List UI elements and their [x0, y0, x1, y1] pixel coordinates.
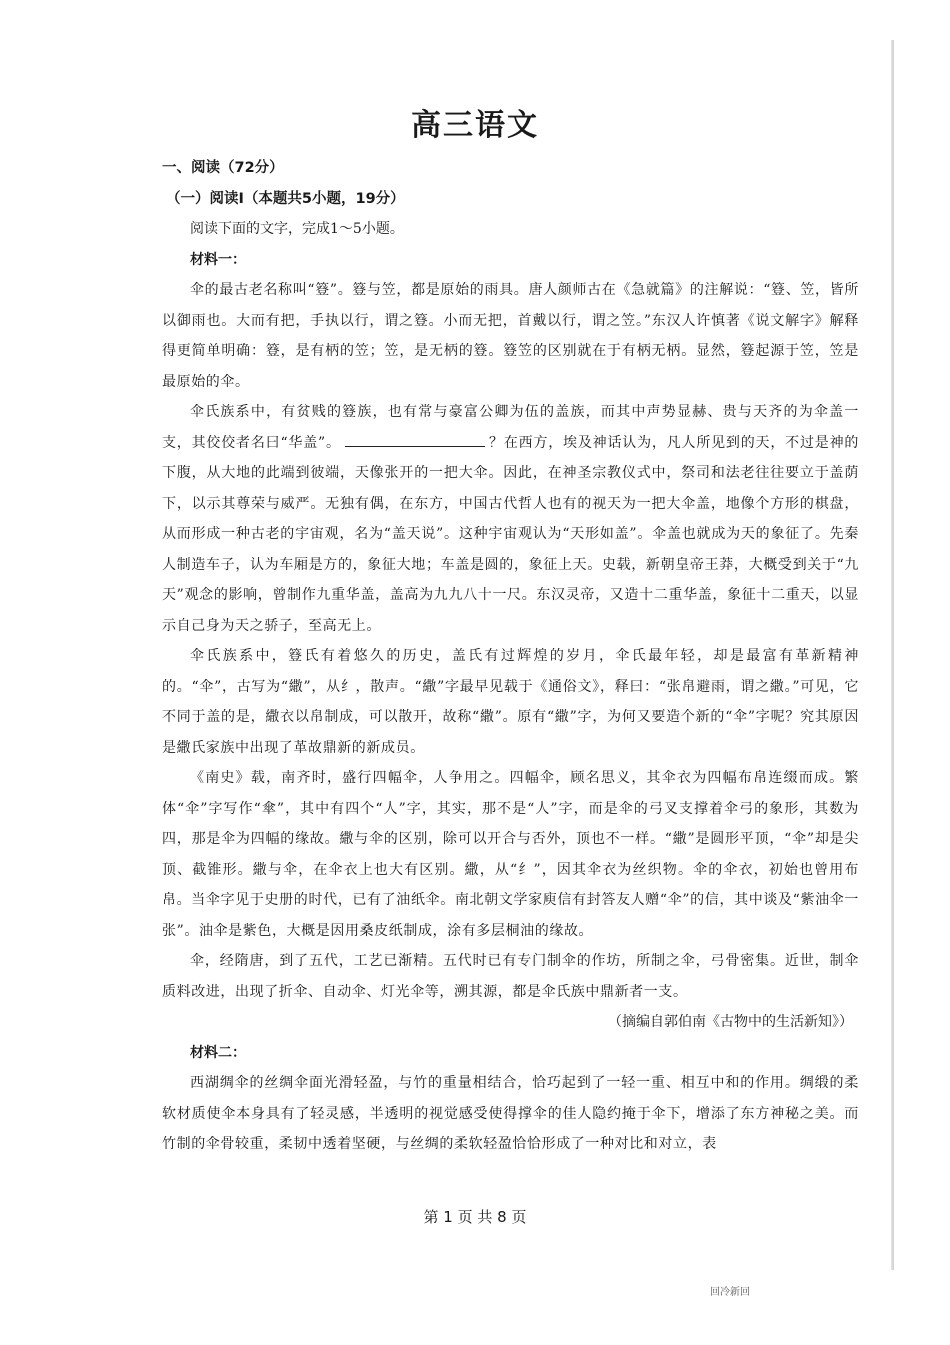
paragraph-3: 伞氏族系中，簦氏有着悠久的历史，盖氏有过辉煌的岁月，伞氏最年轻，却是最富有革新精神的。“伞”，古写为“繖”，从纟，散声。“繖”字最早见载于《通俗文》，释曰：“张帛避雨，谓之繖。”可见，它不同于盖的是，繖衣以帛制成，可以散开，故称“繖”。原有“繖”字，为何又要造个新的“伞”字呢？究其原因是繖氏家族中出现了革故鼎新的新成员。 [162, 648, 859, 756]
answer-blank[interactable] [345, 432, 485, 447]
paragraph-2-before: 伞氏族系中，有贫贱的簦族，也有常与豪富公卿为伍的盖族，而其中声势显赫、贵与天齐的为伞盖一支，其佼佼者名曰“华盖”。 [162, 404, 859, 451]
paragraph-4: 《南史》载，南齐时，盛行四幅伞，人争用之。四幅伞，顾名思义，其伞衣为四幅布帛连缀而成。繁体“伞”字写作“傘”，其中有四个“人”字，其实，那不是“人”字，而是伞的弓叉支撑着伞弓的象形，其数为四，那是伞为四幅的缘故。繖与伞的区别，除可以开合与否外，顶也不一样。“繖”是圆形平顶，“伞”却是尖顶、截锥形。繖与伞，在伞衣上也大有区别。繖，从“纟”，因其伞衣为丝织物。伞的伞衣，初始也曾用布帛。当伞字见于史册的时代，已有了油纸伞。南北朝文学家庾信有封答友人赠“伞”的信，其中谈及“紫油伞一张”。油伞是紫色，大概是因用桑皮纸制成，涂有多层桐油的缘故。 [162, 770, 859, 939]
paragraph-2 [162, 397, 859, 641]
page-number: 第 1 页 共 8 页 [423, 1208, 527, 1226]
paragraph-6: 西湖绸伞的丝绸伞面光滑轻盈，与竹的重量相结合，恰巧起到了一轻一重、相互中和的作用。绸缎的柔软材质使伞本身具有了轻灵感，半透明的视觉感受使得撑伞的佳人隐约掩于伞下，增添了东方神秘之美。而竹制的伞骨较重，柔韧中透着坚硬，与丝绸的柔软轻盈恰恰形成了一种对比和对立，表 [162, 1075, 859, 1152]
subsection-heading: （一）阅读Ⅰ（本题共5小题，19分） [166, 190, 405, 207]
page-edge-shadow [891, 40, 894, 1270]
section-heading: 一、阅读（72分） [162, 160, 284, 176]
material1-label: 材料一： [190, 251, 246, 268]
paragraph-1: 伞的最古老名称叫“簦”。簦与笠，都是原始的雨具。唐人颜师古在《急就篇》的注解说：“簦、笠，皆所以御雨也。大而有把，手执以行，谓之簦。小而无把，首戴以行，谓之笠。”东汉人许慎著《说文解字》解释得更简单明确：簦，是有柄的笠；笠，是无柄的簦。簦笠的区别就在于有柄无柄。显然，簦起源于笠，笠是最原始的伞。 [162, 282, 859, 390]
paragraph-5: 伞，经隋唐，到了五代，工艺已渐精。五代时已有专门制伞的作坊，所制之伞，弓骨密集。近世，制伞质料改进，出现了折伞、自动伞、灯光伞等，溯其源，都是伞氏族中鼎新者一支。 [162, 953, 859, 1000]
source-citation: （摘编自郭伯南《古物中的生活新知》） [608, 1014, 853, 1030]
material2-label: 材料二： [190, 1044, 246, 1061]
corner-mark: 回冷新回 [710, 1287, 750, 1298]
document-body [162, 153, 859, 1160]
instruction-text: 阅读下面的文字，完成1～5小题。 [190, 221, 404, 237]
page-title: 高三语文 [411, 108, 539, 143]
paragraph-2-after: ？在西方，埃及神话认为，凡人所见到的天，不过是神的下腹，从大地的此端到彼端，天像张开的一把大伞。因此，在神圣宗教仪式中，祭司和法老往往要立于盖荫下，以示其尊荣与威严。无独有偶，在东方，中国古代哲人也有的视天为一把大伞盖，地像个方形的棋盘，从而形成一种古老的宇宙观，名为“盖天说”。这种宇宙观认为“天形如盖”。伞盖也就成为天的象征了。先秦人制造车子，认为车厢是方的，象征大地；车盖是圆的，象征上天。史载，新朝皇帝王莽，大概受到关于“九天”观念的影响，曾制作九重华盖，盖高为九九八十一尺。东汉灵帝，又造十二重华盖，象征十二重天，以显示自己身为天之骄子，至高无上。 [162, 434, 859, 634]
